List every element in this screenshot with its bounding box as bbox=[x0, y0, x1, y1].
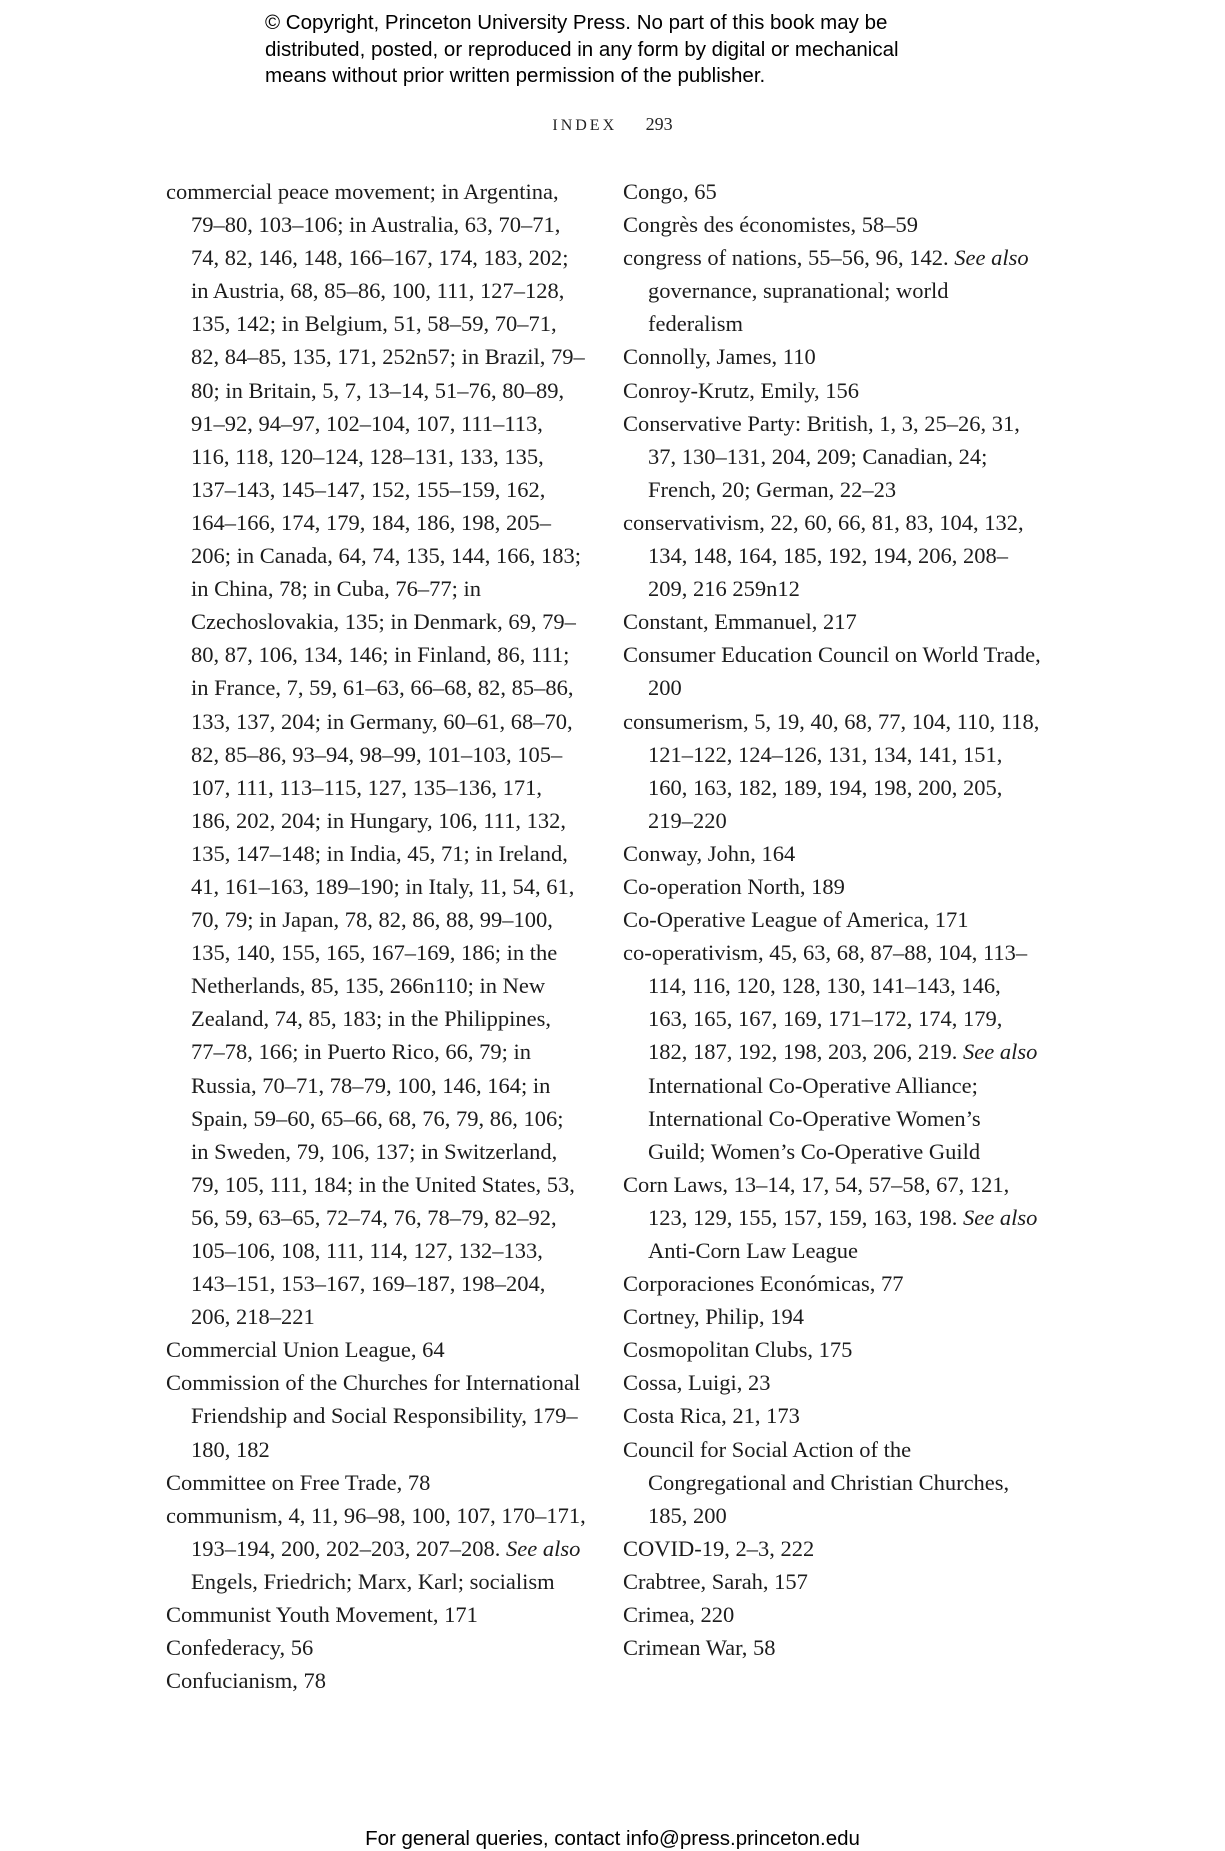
see-also-label: See also bbox=[963, 1039, 1038, 1065]
entry-text: Conroy-Krutz, Emily, 156 bbox=[623, 377, 860, 403]
see-also-label: See also bbox=[954, 245, 1029, 271]
index-entry bbox=[623, 936, 1043, 1168]
entry-text: Congrès des économistes, 58–59 bbox=[623, 212, 918, 238]
entry-text: Crabtree, Sarah, 157 bbox=[623, 1568, 808, 1594]
index-entry bbox=[623, 705, 1043, 837]
entry-text: Crimea, 220 bbox=[623, 1602, 735, 1628]
index-entry bbox=[623, 175, 1043, 208]
index-entry bbox=[623, 1433, 1043, 1532]
index-entry bbox=[623, 1631, 1043, 1664]
entry-text: Cosmopolitan Clubs, 175 bbox=[623, 1337, 853, 1363]
index-entry bbox=[623, 208, 1043, 241]
index-entry bbox=[623, 1168, 1043, 1267]
entry-text: Corn Laws, 13–14, 17, 54, 57–58, 67, 121, 123, 129, 155, 157, 159, 163, 198. bbox=[623, 1171, 1010, 1230]
entry-text: Constant, Emmanuel, 217 bbox=[623, 609, 857, 635]
entry-text: congress of nations, 55–56, 96, 142. bbox=[623, 245, 955, 271]
index-entry bbox=[623, 407, 1043, 506]
index-entry bbox=[623, 241, 1043, 340]
entry-text: Council for Social Action of the Congregational and Christian Churches, 185, 200 bbox=[623, 1436, 1010, 1528]
index-entry bbox=[623, 1532, 1043, 1565]
index-entry bbox=[166, 1366, 586, 1465]
index-entry bbox=[166, 1631, 586, 1664]
index-entry bbox=[166, 1664, 586, 1697]
entry-text: communism, 4, 11, 96–98, 100, 107, 170–171, 193–194, 200, 202–203, 207–208. bbox=[166, 1502, 586, 1561]
index-entry bbox=[166, 175, 586, 1333]
entry-text: Cossa, Luigi, 23 bbox=[623, 1370, 771, 1396]
entry-text: Costa Rica, 21, 173 bbox=[623, 1403, 800, 1429]
entry-text: Communist Youth Movement, 171 bbox=[166, 1602, 478, 1628]
index-entry bbox=[623, 374, 1043, 407]
entry-text: Committee on Free Trade, 78 bbox=[166, 1469, 431, 1495]
entry-text: Connolly, James, 110 bbox=[623, 344, 816, 370]
entry-text: co-operativism, 45, 63, 68, 87–88, 104, 113–114, 116, 120, 128, 130, 141–143, 146, 163, 165, 167, 169, 171–172, 174, 179, 182, 187, 192, 198, 203, 206, 219. bbox=[623, 940, 1028, 1065]
entry-text: Congo, 65 bbox=[623, 179, 717, 204]
index-entry bbox=[623, 1598, 1043, 1631]
entry-text: Conservative Party: British, 1, 3, 25–26, 31, 37, 130–131, 204, 209; Canadian, 24; French, 20; German, 22–23 bbox=[623, 410, 1020, 502]
entry-text: consumerism, 5, 19, 40, 68, 77, 104, 110, 118, 121–122, 124–126, 131, 134, 141, 151, 160, 163, 182, 189, 194, 198, 200, 205, 219–220 bbox=[623, 708, 1040, 833]
copyright-line: © Copyright, Princeton University Press. No part of this book may be bbox=[265, 11, 888, 34]
index-column-right bbox=[623, 175, 1043, 1664]
copyright-notice bbox=[265, 10, 985, 90]
index-entry bbox=[623, 837, 1043, 870]
cross-reference-text: governance, supranational; world federalism bbox=[648, 278, 949, 337]
cross-reference-text: Engels, Friedrich; Marx, Karl; socialism bbox=[191, 1568, 555, 1594]
copyright-line: means without prior written permission of the publisher. bbox=[265, 64, 766, 87]
entry-text: COVID-19, 2–3, 222 bbox=[623, 1535, 815, 1561]
index-entry bbox=[623, 1333, 1043, 1366]
entry-text: Co-Operative League of America, 171 bbox=[623, 907, 969, 933]
entry-text: commercial peace movement; in Argentina, 79–80, 103–106; in Australia, 63, 70–71, 74, 82, 146, 148, 166–167, 174, 183, 202; in Austria, 68, 85–86, 100, 111, 127–128, 135, 142; in Belgium, 51, 58–59, 70–71, 82, 84–85, 135, 171, 252n57; in Brazil, 79–80; in Britain, 5, 7, 13–14, 51–76, 80–89, 91–92, 94–97, 102–104, 107, 111–113, 116, 118, 120–124, 128–131, 133, 135, 137–143, 145–147, 152, 155–159, 162, 164–166, 174, 179, 184, 186, 198, 205–206; in Canada, 64, 74, 135, 144, 166, 183; in China, 78; in Cuba, 76–77; in Czechoslovakia, 135; in Denmark, 69, 79–80, 87, 106, 134, 146; in Finland, 86, 111; in France, 7, 59, 61–63, 66–68, 82, 85–86, 133, 137, 204; in Germany, 60–61, 68–70, 82, 85–86, 93–94, 98–99, 101–103, 105–107, 111, 113–115, 127, 135–136, 171, 186, 202, 204; in Hungary, 106, 111, 132, 135, 147–148; in India, 45, 71; in Ireland, 41, 161–163, 189–190; in Italy, 11, 54, 61, 70, 79; in Japan, 78, 82, 86, 88, 99–100, 135, 140, 155, 165, 167–169, 186; in the Netherlands, 85, 135, 266n110; in New Zealand, 74, 85, 183; in the Philippines, 77–78, 166; in Puerto Rico, 66, 79; in Russia, 70–71, 78–79, 100, 146, 164; in Spain, 59–60, 65–66, 68, 76, 79, 86, 106; in Sweden, 79, 106, 137; in Switzerland, 79, 105, 111, 184; in the United States, 53, 56, 59, 63–65, 72–74, 76, 78–79, 82–92, 105–106, 108, 111, 114, 127, 132–133, 143–151, 153–167, 169–187, 198–204, 206, 218–221 bbox=[166, 179, 585, 1330]
see-also-label: See also bbox=[963, 1204, 1038, 1230]
entry-text: Co-operation North, 189 bbox=[623, 873, 845, 899]
index-entry bbox=[623, 506, 1043, 605]
index-column-left bbox=[166, 175, 586, 1697]
index-entry bbox=[623, 340, 1043, 373]
index-entry bbox=[623, 870, 1043, 903]
index-entry bbox=[623, 605, 1043, 638]
entry-text: Cortney, Philip, 194 bbox=[623, 1304, 805, 1330]
entry-text: conservativism, 22, 60, 66, 81, 83, 104, 132, 134, 148, 164, 185, 192, 194, 206, 208–209, 216 259n12 bbox=[623, 509, 1024, 602]
page-number: 293 bbox=[645, 114, 673, 134]
entry-text: Crimean War, 58 bbox=[623, 1635, 776, 1661]
index-entry bbox=[166, 1598, 586, 1631]
footer-contact: For general queries, contact info@press.princeton.edu bbox=[365, 1827, 860, 1850]
index-entry bbox=[166, 1466, 586, 1499]
running-head bbox=[0, 114, 1225, 135]
index-entry bbox=[623, 1267, 1043, 1300]
entry-text: Corporaciones Económicas, 77 bbox=[623, 1271, 904, 1297]
index-entry bbox=[166, 1499, 586, 1598]
index-entry bbox=[623, 1565, 1043, 1598]
index-entry bbox=[623, 1366, 1043, 1399]
index-entry bbox=[166, 1333, 586, 1366]
running-head-label: INDEX bbox=[552, 117, 618, 134]
entry-text: Confucianism, 78 bbox=[166, 1668, 326, 1694]
cross-reference-text: International Co-Operative Alliance; International Co-Operative Women’s Guild; Women’s Co-Operative Guild bbox=[648, 1072, 981, 1164]
index-entry bbox=[623, 1399, 1043, 1432]
entry-text: Conway, John, 164 bbox=[623, 840, 796, 866]
see-also-label: See also bbox=[506, 1535, 581, 1561]
cross-reference-text: Anti-Corn Law League bbox=[648, 1238, 858, 1263]
copyright-line: distributed, posted, or reproduced in any form by digital or mechanical bbox=[265, 37, 899, 61]
entry-text: Commercial Union League, 64 bbox=[166, 1337, 445, 1363]
index-entry bbox=[623, 638, 1043, 704]
entry-text: Confederacy, 56 bbox=[166, 1635, 314, 1661]
entry-text: Commission of the Churches for International Friendship and Social Responsibility, 179–180, 182 bbox=[166, 1370, 581, 1462]
entry-text: Consumer Education Council on World Trade, 200 bbox=[623, 642, 1041, 701]
index-entry bbox=[623, 1300, 1043, 1333]
index-entry bbox=[623, 903, 1043, 936]
